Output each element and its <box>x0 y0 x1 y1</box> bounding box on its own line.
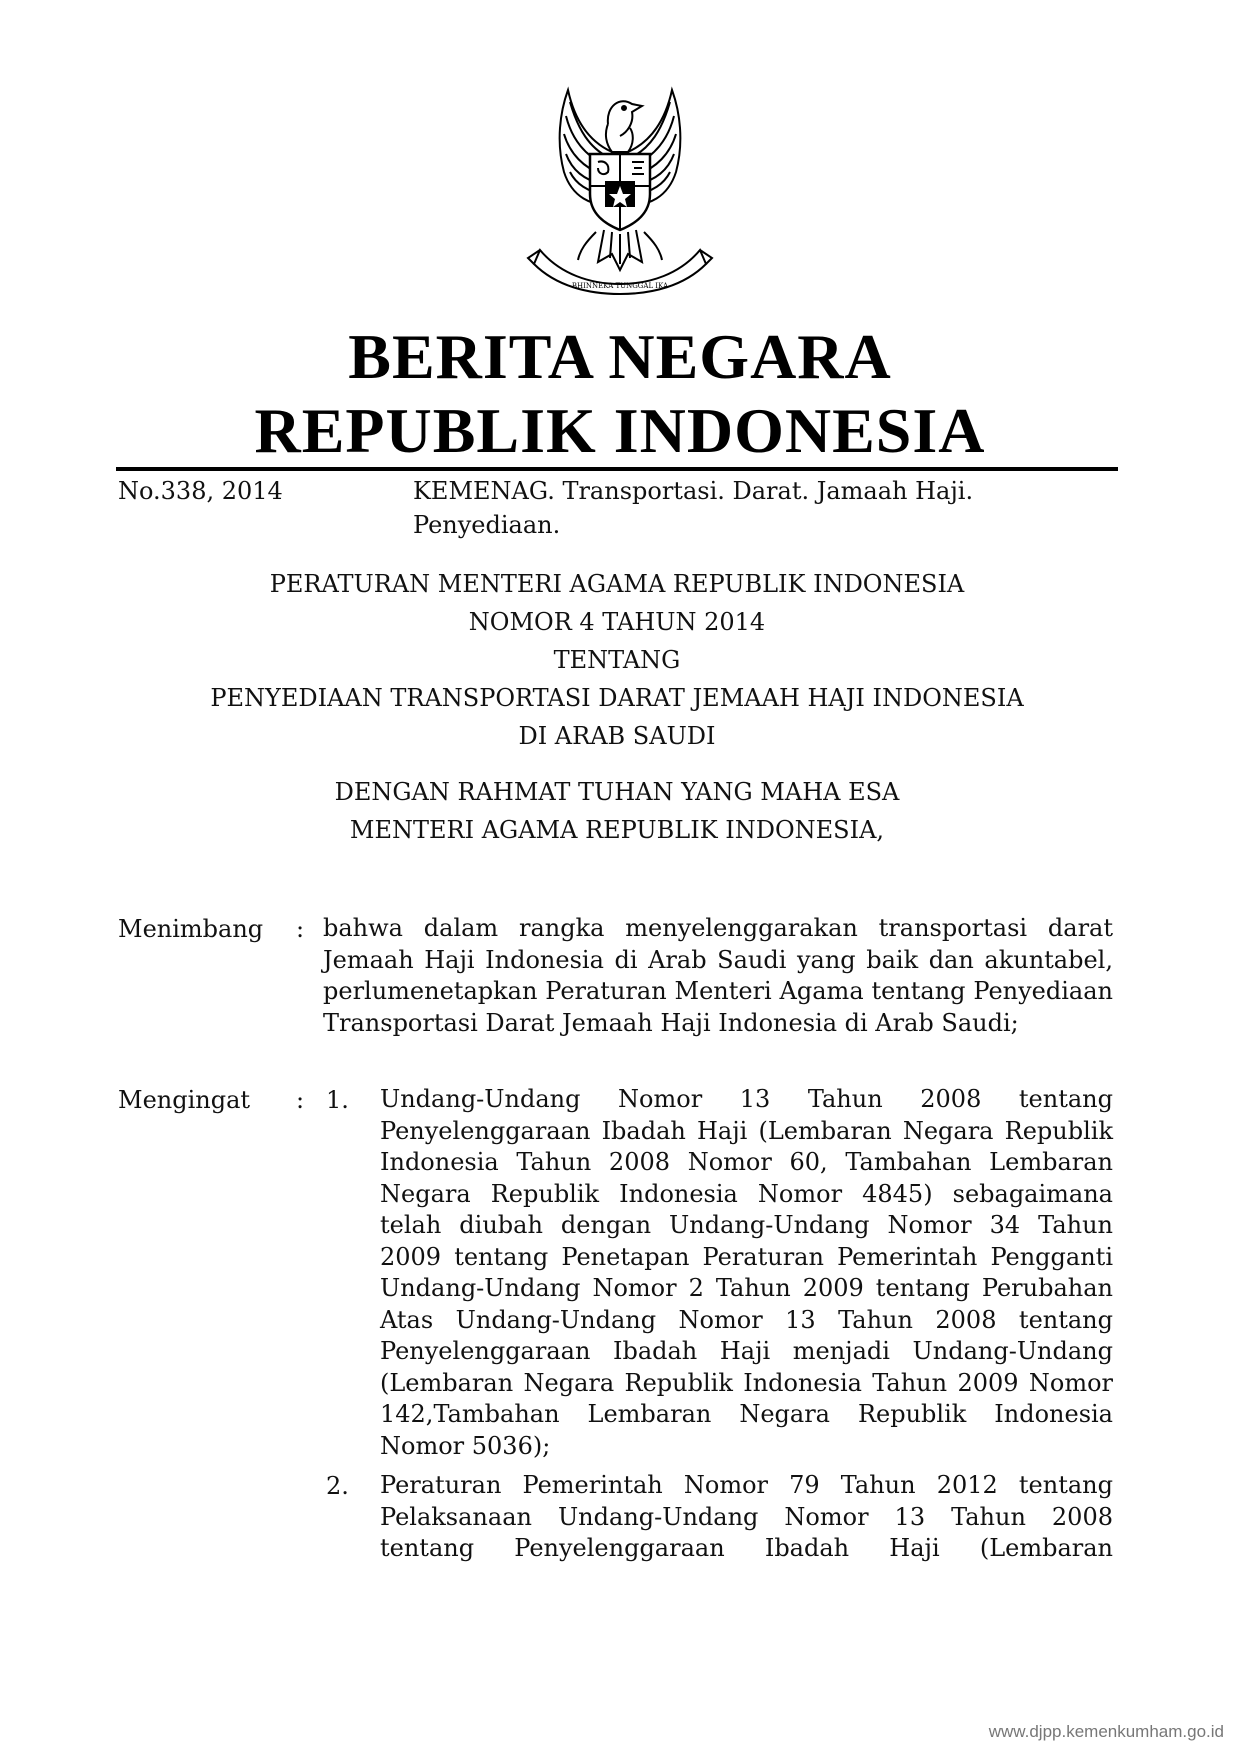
mengingat-colon: : <box>296 1086 305 1114</box>
mengingat-item-text: Peraturan Pemerintah Nomor 79 Tahun 2012 tentang Pelaksanaan Undang-Undang Nomor 13 Tahun 2008 tentang Penyelenggaraan Ibadah Haji (Lembaran <box>380 1471 1113 1562</box>
masthead-title-line1: BERITA NEGARA <box>348 321 892 392</box>
document-subject <box>413 474 1113 542</box>
preamble-line2: MENTERI AGAMA REPUBLIK INDONESIA, <box>349 816 885 844</box>
menimbang-colon: : <box>296 915 305 943</box>
preamble-line1: DENGAN RAHMAT TUHAN YANG MAHA ESA <box>334 778 900 806</box>
regulation-title <box>116 565 1118 755</box>
mengingat-item-number: 1. <box>326 1086 349 1114</box>
document-number: No.338, 2014 <box>118 477 283 505</box>
regulation-title-line1: PERATURAN MENTERI AGAMA REPUBLIK INDONESIA <box>269 570 965 598</box>
menimbang-label: Menimbang <box>118 915 264 943</box>
document-subject-line1: KEMENAG. Transportasi. Darat. Jamaah Haji. <box>413 477 974 505</box>
garuda-emblem <box>520 82 720 297</box>
regulation-title-line2: NOMOR 4 TAHUN 2014 <box>468 608 766 636</box>
preamble <box>116 773 1118 849</box>
masthead-title-line2: REPUBLIK INDONESIA <box>254 395 986 466</box>
footer-url: www.djpp.kemenkumham.go.id <box>988 1722 1224 1741</box>
document-subject-line2: Penyediaan. <box>413 511 561 539</box>
menimbang-text: bahwa dalam rangka menyelenggarakan transportasi darat Jemaah Haji Indonesia di Arab Saudi yang baik dan akuntabel, perlumenetapkan Peraturan Menteri Agama tentang Penyediaan Transportasi Darat Jemaah Haji Indonesia di Arab Saudi; <box>323 914 1113 1037</box>
mengingat-label: Mengingat <box>118 1086 251 1114</box>
regulation-title-line4: PENYEDIAAN TRANSPORTASI DARAT JEMAAH HAJI INDONESIA <box>210 684 1024 712</box>
regulation-title-line3: TENTANG <box>553 646 681 674</box>
mengingat-item-number: 2. <box>326 1472 349 1500</box>
emblem-motto: BHINNEKA TUNGGAL IKA <box>571 282 669 290</box>
mengingat-item-text: Undang-Undang Nomor 13 Tahun 2008 tentang Penyelenggaraan Ibadah Haji (Lembaran Negara Republik Indonesia Tahun 2008 Nomor 60, Tambahan Lembaran Negara Republik Indonesia Nomor 4845) sebagaimana telah diubah dengan Undang-Undang Nomor 34 Tahun 2009 tentang Penetapan Peraturan Pemerintah Pengganti Undang-Undang Nomor 2 Tahun 2009 tentang Perubahan Atas Undang-Undang Nomor 13 Tahun 2008 tentang Penyelenggaraan Ibadah Haji menjadi Undang-Undang (Lembaran Negara Republik Indonesia Tahun 2009 Nomor 142,Tambahan Lembaran Negara Republik Indonesia Nomor 5036); <box>380 1085 1113 1460</box>
masthead-divider <box>116 467 1118 471</box>
regulation-title-line5: DI ARAB SAUDI <box>518 722 716 750</box>
